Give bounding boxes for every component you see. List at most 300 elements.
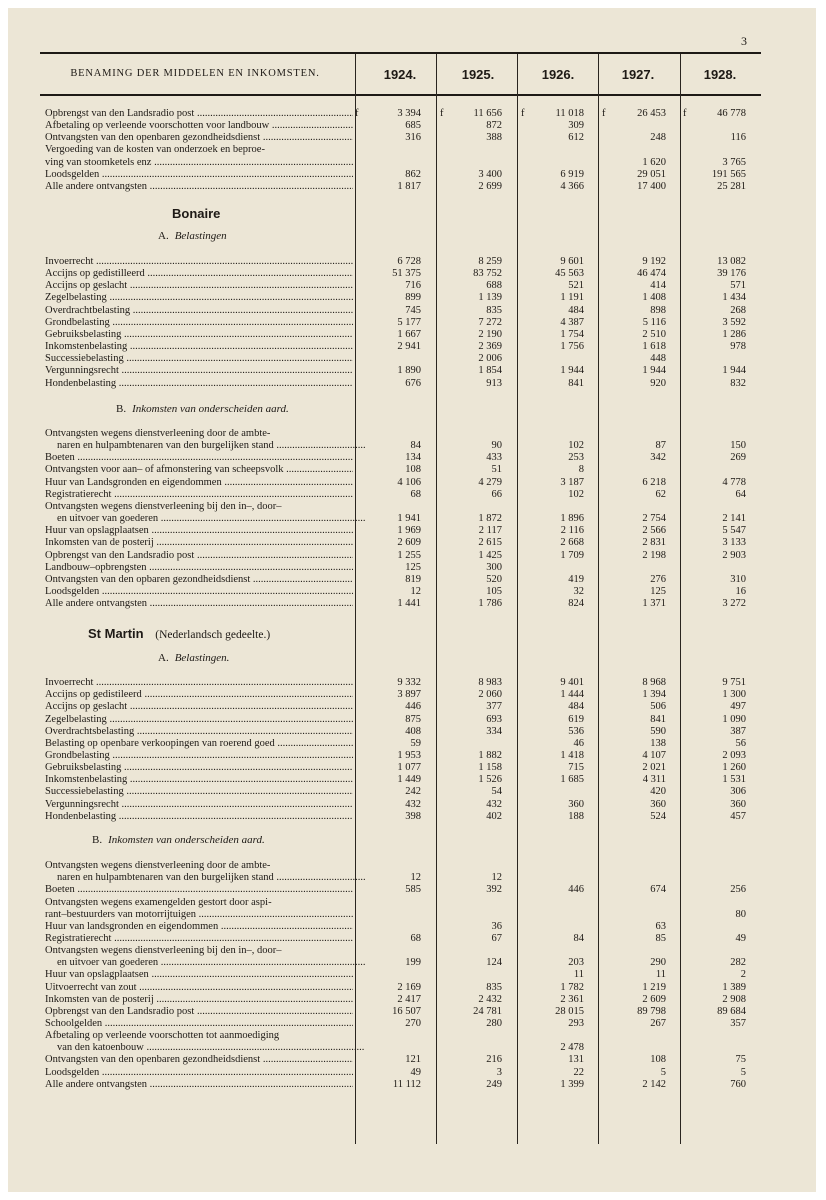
cell-value: 484 <box>568 701 584 713</box>
cell-value: 5 <box>740 1066 746 1078</box>
cell-value: 2 615 <box>478 537 502 549</box>
cell-value: 1 953 <box>397 749 421 761</box>
cell-value: 3 187 <box>560 476 584 488</box>
cell-value: 3 897 <box>397 689 421 701</box>
cell-value: 2 142 <box>642 1078 666 1090</box>
table-row <box>45 464 761 476</box>
cell-value: 420 <box>650 786 666 798</box>
cell-value: 1 531 <box>722 774 746 786</box>
header-bottom-rule <box>40 94 761 96</box>
cell-value: 9 751 <box>722 677 746 688</box>
table-row <box>45 933 761 945</box>
table-row <box>45 292 761 304</box>
cell-value: 875 <box>405 713 421 725</box>
cell-value: 280 <box>486 1018 502 1029</box>
currency-symbol: f <box>355 108 359 119</box>
row-label: Zegelbelasting ..... <box>45 292 353 304</box>
cell-value: 835 <box>486 981 502 993</box>
cell-value: 5 116 <box>642 316 666 328</box>
cell-value: 688 <box>486 280 502 292</box>
subsection-title: Belastingen <box>174 230 227 242</box>
cell-value: 899 <box>405 292 421 304</box>
cell-value: 8 983 <box>478 677 502 688</box>
cell-value: 56 <box>735 737 746 749</box>
cell-value: 16 <box>735 586 746 597</box>
cell-value: 267 <box>650 1018 666 1029</box>
cell-value: 248 <box>650 132 666 144</box>
row-label: Accijns op gedistileerd ..... <box>45 689 353 701</box>
cell-value: 46 474 <box>637 268 666 280</box>
cell-value: 102 <box>568 440 584 452</box>
cell-value: 5 177 <box>397 316 421 328</box>
cell-value: 1 872 <box>478 513 502 524</box>
cell-value: 75 <box>735 1054 746 1066</box>
cell-value: 11 112 <box>392 1078 421 1090</box>
cell-value: 2 510 <box>642 328 666 340</box>
cell-value: 1 449 <box>397 774 421 786</box>
table-row <box>45 762 761 774</box>
table-row <box>45 1067 761 1079</box>
table-row <box>45 305 761 317</box>
cell-value: 1 854 <box>478 365 502 377</box>
table-row <box>45 1030 761 1042</box>
cell-value: 3 765 <box>722 156 746 168</box>
cell-value: 446 <box>568 884 584 896</box>
cell-value: 4 107 <box>642 749 666 761</box>
cell-value: 745 <box>405 304 421 316</box>
cell-value: 131 <box>568 1054 584 1066</box>
cell-value: 8 259 <box>478 256 502 267</box>
cell-value: 342 <box>650 452 666 464</box>
row-label: Alle andere ontvangsten ..... <box>45 598 353 610</box>
cell-value: 334 <box>486 725 502 737</box>
cell-value: 1 890 <box>397 365 421 377</box>
cell-value: 11 656 <box>473 108 502 119</box>
cell-value: 85 <box>655 932 666 944</box>
cell-value: 5 <box>660 1066 666 1078</box>
row-label: naren en hulpambtenaren van den burgelijken stand ..... <box>45 872 365 884</box>
table-row <box>45 341 761 353</box>
row-label: Huur van opslagplaatsen ..... <box>45 969 353 981</box>
cell-value: 824 <box>568 598 584 610</box>
cell-value: 105 <box>486 586 502 597</box>
table-row <box>45 132 761 144</box>
cell-value: 832 <box>730 377 746 389</box>
cell-value: 1 394 <box>642 689 666 701</box>
table-row <box>45 108 761 120</box>
row-label: Invoerrecht ..... <box>45 256 353 268</box>
cell-value: 2 <box>740 969 746 981</box>
cell-value: 432 <box>405 798 421 810</box>
table-row <box>45 513 761 525</box>
row-label: Huur van opslagplaatsen ..... <box>45 525 353 537</box>
cell-value: 446 <box>405 701 421 713</box>
cell-value: 2 417 <box>397 993 421 1005</box>
cell-value: 1 667 <box>397 328 421 340</box>
row-label: Huur van Landsgronden en eigendommen ..... <box>45 477 353 489</box>
cell-value: 150 <box>730 440 746 452</box>
table-row <box>45 945 761 957</box>
row-label: en uitvoer van goederen ..... <box>45 957 365 969</box>
row-label: rant–bestuurders van motorrijtuigen ..... <box>45 909 353 921</box>
cell-value: 819 <box>405 573 421 585</box>
cell-value: 520 <box>486 573 502 585</box>
row-label: Hondenbelasting ..... <box>45 378 353 390</box>
cell-value: 203 <box>568 957 584 969</box>
cell-value: 67 <box>491 932 502 944</box>
cell-value: 524 <box>650 810 666 822</box>
row-label: van den katoenbouw ..... <box>45 1042 365 1054</box>
cell-value: 2 021 <box>642 762 666 773</box>
subsection-letter: A. <box>158 230 169 242</box>
cell-value: 268 <box>730 304 746 316</box>
cell-value: 457 <box>730 810 746 822</box>
row-label: Opbrengst van den Landsradio post ..... <box>45 108 353 120</box>
cell-value: 387 <box>730 725 746 737</box>
cell-value: 1 754 <box>560 328 584 340</box>
cell-value: 2 908 <box>722 993 746 1005</box>
cell-value: 4 778 <box>722 476 746 488</box>
table-row <box>45 860 761 872</box>
cell-value: 4 106 <box>397 476 421 488</box>
cell-value: 1 300 <box>722 689 746 701</box>
row-label: Inkomsten van de posterij ..... <box>45 994 353 1006</box>
cell-value: 1 389 <box>722 981 746 993</box>
cell-value: 293 <box>568 1018 584 1029</box>
cell-value: 25 281 <box>717 180 746 192</box>
cell-value: 290 <box>650 957 666 969</box>
cell-value: 1 685 <box>560 774 584 786</box>
cell-value: 1 944 <box>722 365 746 377</box>
cell-value: 3 592 <box>722 316 746 328</box>
row-label: Accijns op geslacht ..... <box>45 280 353 292</box>
row-label: Belasting op openbare verkoopingen van roerend goed ..... <box>45 738 353 750</box>
cell-value: 898 <box>650 304 666 316</box>
subsection-letter: B. <box>116 403 127 415</box>
table-row <box>45 280 761 292</box>
row-label: Vergoeding van de kosten van onderzoek en beproe- <box>45 144 265 156</box>
table-row <box>45 317 761 329</box>
cell-value: 188 <box>568 810 584 822</box>
subsection-bonaire-b <box>116 403 289 415</box>
cell-value: 1 786 <box>478 598 502 610</box>
table-row <box>45 586 761 598</box>
cell-value: 4 279 <box>478 476 502 488</box>
cell-value: 1 782 <box>560 981 584 993</box>
table-row <box>45 169 761 181</box>
table-row <box>45 365 761 377</box>
cell-value: 90 <box>491 440 502 452</box>
table-row <box>45 786 761 798</box>
cell-value: 1 090 <box>722 713 746 725</box>
table-row <box>45 982 761 994</box>
table-row <box>45 440 761 452</box>
cell-value: 256 <box>730 884 746 896</box>
cell-value: 6 218 <box>642 476 666 488</box>
cell-value: 276 <box>650 573 666 585</box>
cell-value: 619 <box>568 713 584 725</box>
cell-value: 108 <box>650 1054 666 1066</box>
cell-value: 1 526 <box>478 774 502 786</box>
table-row <box>45 256 761 268</box>
row-label: Loodsgelden ..... <box>45 1067 353 1079</box>
cell-value: 2 609 <box>642 993 666 1005</box>
row-label: Successiebelasting ..... <box>45 353 353 365</box>
cell-value: 249 <box>486 1078 502 1090</box>
table-row <box>45 799 761 811</box>
row-label: Afbetaling op verleende voorschotten tot aanmoediging <box>45 1030 280 1042</box>
cell-value: 89 684 <box>717 1005 746 1017</box>
cell-value: 1 941 <box>397 513 421 524</box>
cell-value: 11 <box>655 969 666 981</box>
cell-value: 125 <box>650 586 666 597</box>
table-header-title: BENAMING DER MIDDELEN EN INKOMSTEN. <box>70 68 320 79</box>
table-row <box>45 501 761 513</box>
cell-value: 138 <box>650 737 666 749</box>
cell-value: 16 507 <box>392 1005 421 1017</box>
cell-value: 269 <box>730 452 746 464</box>
row-label: Invoerrecht ..... <box>45 677 353 689</box>
cell-value: 68 <box>410 488 421 500</box>
table-row <box>45 677 761 689</box>
row-label: Alle andere ontvangsten ..... <box>45 181 353 193</box>
cell-value: 2 169 <box>397 981 421 993</box>
table-row <box>45 562 761 574</box>
row-label: Grondbelasting ..... <box>45 750 353 762</box>
cell-value: 841 <box>650 713 666 725</box>
cell-value: 89 798 <box>637 1005 666 1017</box>
row-label: Opbrengst van den Landsradio post ..... <box>45 550 353 562</box>
table-row <box>45 120 761 132</box>
cell-value: 913 <box>486 377 502 389</box>
currency-symbol: f <box>440 108 444 119</box>
cell-value: 590 <box>650 725 666 737</box>
cell-value: 2 093 <box>722 749 746 761</box>
cell-value: 2 361 <box>560 993 584 1005</box>
cell-value: 2 006 <box>478 353 502 365</box>
cell-value: 1 158 <box>478 762 502 773</box>
table-row <box>45 268 761 280</box>
row-label: Ontvangsten voor aan– of afmonstering van scheepsvolk ..... <box>45 464 353 476</box>
cell-value: 1 441 <box>397 598 421 610</box>
table-row <box>45 157 761 169</box>
row-label: Ontvangsten wegens examengelden gestort door aspi- <box>45 896 272 908</box>
cell-value: 2 198 <box>642 549 666 561</box>
cell-value: 9 401 <box>560 677 584 688</box>
row-label: ving van stoomketels enz ..... <box>45 157 353 169</box>
cell-value: 270 <box>405 1018 421 1029</box>
year-header-1928: 1928. <box>703 67 737 82</box>
cell-value: 377 <box>486 701 502 713</box>
cell-value: 4 311 <box>642 774 666 786</box>
cell-value: 432 <box>486 798 502 810</box>
row-label: en uitvoer van goederen ..... <box>45 513 365 525</box>
row-label: Boeten ..... <box>45 452 353 464</box>
cell-value: 316 <box>405 132 421 144</box>
cell-value: 306 <box>730 786 746 798</box>
currency-symbol: f <box>521 108 525 119</box>
cell-value: 685 <box>405 120 421 132</box>
cell-value: 12 <box>491 872 502 884</box>
row-label: Afbetaling op verleende voorschotten voor landbouw ..... <box>45 120 353 132</box>
cell-value: 1 255 <box>397 549 421 561</box>
cell-value: 1 191 <box>560 292 584 304</box>
section-title-bonaire: Bonaire <box>172 206 221 221</box>
row-label: Ontvangsten wegens dienstverleening bij den in–, door– <box>45 500 282 512</box>
cell-value: 51 375 <box>392 268 421 280</box>
year-header-1926: 1926. <box>541 67 575 82</box>
subsection-title: Inkomsten van onderscheiden aard. <box>108 834 265 846</box>
cell-value: 1 219 <box>642 981 666 993</box>
row-label: Boeten ..... <box>45 884 353 896</box>
cell-value: 125 <box>405 561 421 573</box>
subsection-title: Belastingen. <box>174 652 230 664</box>
cell-value: 388 <box>486 132 502 144</box>
table-row <box>45 884 761 896</box>
year-header-1927: 1927. <box>621 67 655 82</box>
cell-value: 841 <box>568 377 584 389</box>
subsection-letter: B. <box>92 834 103 846</box>
st-martin-note: (Nederlandsch gedeelte.) <box>155 629 271 641</box>
table-row <box>45 525 761 537</box>
table-row <box>45 957 761 969</box>
cell-value: 59 <box>410 737 421 749</box>
row-label: Overdrachtsbelasting ..... <box>45 726 353 738</box>
cell-value: 506 <box>650 701 666 713</box>
table-row <box>45 550 761 562</box>
page-number: 3 <box>741 34 747 48</box>
cell-value: 36 <box>491 920 502 932</box>
cell-value: 1 139 <box>478 292 502 304</box>
subsection-letter: A. <box>158 652 169 664</box>
cell-value: 309 <box>568 120 584 132</box>
cell-value: 585 <box>405 884 421 896</box>
cell-value: 191 565 <box>711 168 746 180</box>
cell-value: 300 <box>486 561 502 573</box>
row-label: Zegelbelasting ..... <box>45 714 353 726</box>
row-label: Landbouw–opbrengsten ..... <box>45 562 353 574</box>
row-label: Inkomstenbelasting ..... <box>45 774 353 786</box>
cell-value: 2 903 <box>722 549 746 561</box>
cell-value: 2 369 <box>478 341 502 353</box>
section-title-st-martin <box>88 626 270 641</box>
row-label: Vergunningsrecht ..... <box>45 799 353 811</box>
st-martin-title: St Martin <box>88 626 144 641</box>
table-row <box>45 181 761 193</box>
cell-value: 8 968 <box>642 677 666 688</box>
table-row <box>45 452 761 464</box>
cell-value: 360 <box>568 798 584 810</box>
cell-value: 1 896 <box>560 513 584 524</box>
cell-value: 66 <box>491 488 502 500</box>
table-row <box>45 701 761 713</box>
table-row <box>45 378 761 390</box>
cell-value: 1 408 <box>642 292 666 304</box>
cell-value: 398 <box>405 810 421 822</box>
table-row <box>45 897 761 909</box>
row-label: Registratierecht ..... <box>45 933 353 945</box>
cell-value: 1 399 <box>560 1078 584 1090</box>
cell-value: 2 478 <box>560 1042 584 1054</box>
row-label: Uitvoerrecht van zout ..... <box>45 982 353 994</box>
cell-value: 121 <box>405 1054 421 1066</box>
cell-value: 1 620 <box>642 156 666 168</box>
currency-symbol: f <box>602 108 606 119</box>
subsection-bonaire-a <box>158 230 227 242</box>
cell-value: 282 <box>730 957 746 969</box>
cell-value: 1 371 <box>642 598 666 610</box>
cell-value: 51 <box>491 464 502 476</box>
cell-value: 2 941 <box>397 341 421 353</box>
cell-value: 45 563 <box>555 268 584 280</box>
cell-value: 716 <box>405 280 421 292</box>
table-row <box>45 477 761 489</box>
cell-value: 310 <box>730 573 746 585</box>
table-row <box>45 353 761 365</box>
table-row <box>45 598 761 610</box>
cell-value: 3 272 <box>722 598 746 610</box>
row-label: Gebruiksbelasting ..... <box>45 762 353 774</box>
cell-value: 29 051 <box>637 168 666 180</box>
cell-value: 360 <box>730 798 746 810</box>
table-row <box>45 689 761 701</box>
cell-value: 62 <box>655 488 666 500</box>
table-row <box>45 921 761 933</box>
cell-value: 49 <box>410 1066 421 1078</box>
row-label: Successiebelasting ..... <box>45 786 353 798</box>
cell-value: 8 <box>578 464 584 476</box>
cell-value: 46 <box>573 737 584 749</box>
cell-value: 46 778 <box>717 108 746 119</box>
cell-value: 978 <box>730 341 746 353</box>
table-row <box>45 1018 761 1030</box>
row-label: Hondenbelasting ..... <box>45 811 353 823</box>
cell-value: 9 192 <box>642 256 666 267</box>
cell-value: 1 944 <box>560 365 584 377</box>
row-label: Grondbelasting ..... <box>45 317 353 329</box>
cell-value: 674 <box>650 884 666 896</box>
cell-value: 26 453 <box>637 108 666 119</box>
cell-value: 216 <box>486 1054 502 1066</box>
cell-value: 360 <box>650 798 666 810</box>
cell-value: 1 969 <box>397 525 421 537</box>
cell-value: 862 <box>405 168 421 180</box>
subsection-st-martin-a <box>158 652 229 664</box>
cell-value: 24 781 <box>473 1005 502 1017</box>
cell-value: 199 <box>405 957 421 969</box>
cell-value: 83 752 <box>473 268 502 280</box>
cell-value: 253 <box>568 452 584 464</box>
cell-value: 6 728 <box>397 256 421 267</box>
cell-value: 2 116 <box>560 525 584 537</box>
subsection-title: Inkomsten van onderscheiden aard. <box>132 403 289 415</box>
cell-value: 9 332 <box>397 677 421 688</box>
cell-value: 1 286 <box>722 328 746 340</box>
year-header-1924: 1924. <box>383 67 417 82</box>
cell-value: 84 <box>573 932 584 944</box>
cell-value: 80 <box>735 908 746 920</box>
cell-value: 3 133 <box>722 537 746 549</box>
table-row <box>45 774 761 786</box>
cell-value: 835 <box>486 304 502 316</box>
table-row <box>45 738 761 750</box>
cell-value: 22 <box>573 1066 584 1078</box>
subsection-st-martin-b <box>92 834 265 846</box>
cell-value: 102 <box>568 488 584 500</box>
cell-value: 242 <box>405 786 421 798</box>
cell-value: 11 <box>573 969 584 981</box>
table-row <box>45 1054 761 1066</box>
